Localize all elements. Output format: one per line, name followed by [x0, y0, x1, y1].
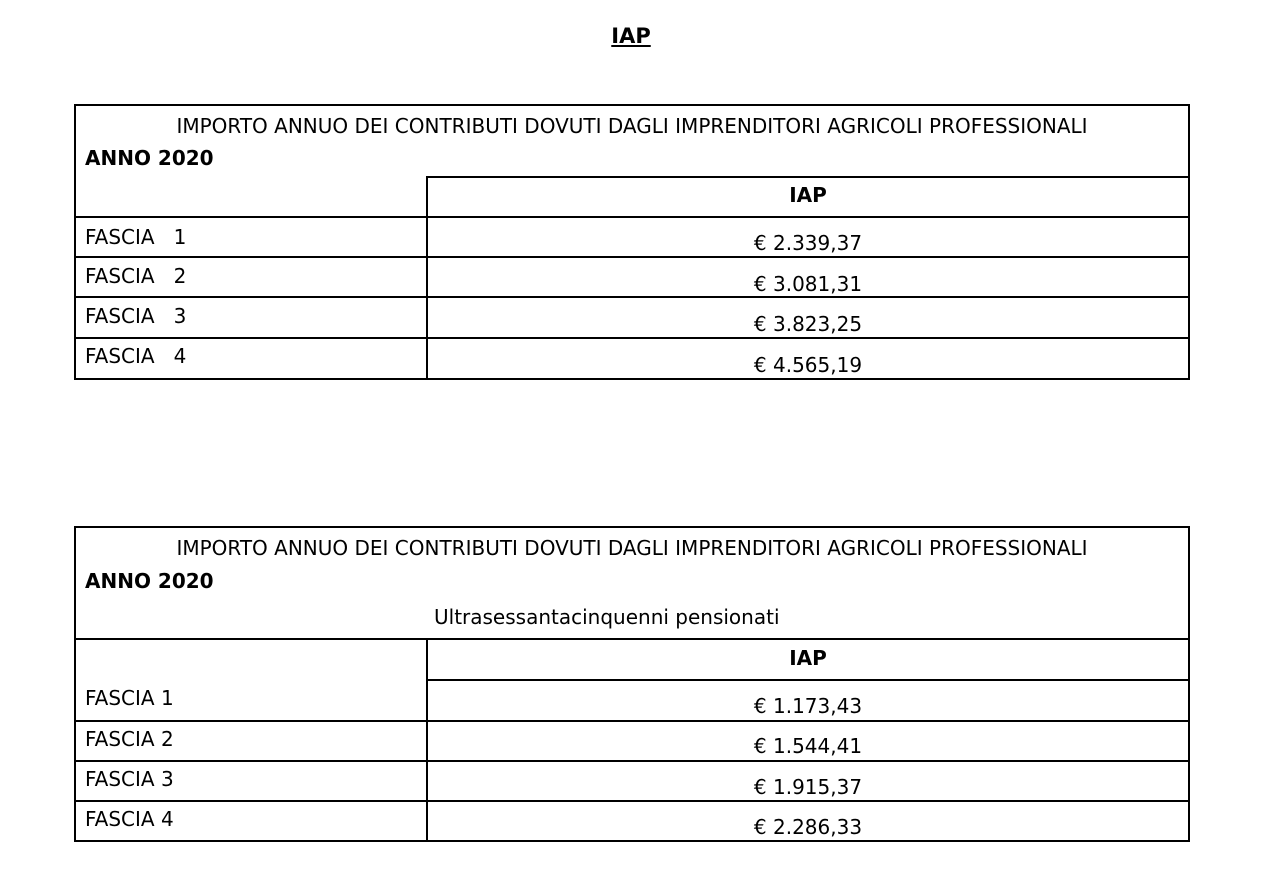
fascia-amount: € 1.173,43	[753, 694, 863, 718]
column-header-iap: IAP	[789, 183, 827, 207]
fascia-amount: € 1.915,37	[753, 775, 863, 799]
contributions-table-standard	[74, 104, 1190, 380]
table-year: ANNO 2020	[85, 146, 214, 170]
row-divider	[76, 256, 1188, 258]
row-divider	[76, 800, 1188, 802]
fascia-label: FASCIA 2	[85, 727, 174, 751]
row-divider	[76, 337, 1188, 339]
fascia-label: FASCIA 4	[85, 344, 187, 368]
fascia-amount: € 4.565,19	[753, 353, 863, 377]
table-year: ANNO 2020	[85, 569, 214, 593]
fascia-amount: € 1.544,41	[753, 734, 863, 758]
column-header-iap: IAP	[789, 646, 827, 670]
fascia-label: FASCIA 3	[85, 767, 174, 791]
fascia-label: FASCIA 2	[85, 264, 187, 288]
page-title: IAP	[611, 24, 651, 48]
fascia-label: FASCIA 1	[85, 686, 174, 710]
fascia-label: FASCIA 4	[85, 807, 174, 831]
fascia-label: FASCIA 3	[85, 304, 187, 328]
header-divider	[426, 176, 1188, 178]
row-divider	[76, 760, 1188, 762]
header-divider	[76, 638, 1188, 640]
table-heading: IMPORTO ANNUO DEI CONTRIBUTI DOVUTI DAGLI IMPRENDITORI AGRICOLI PROFESSIONALI	[176, 536, 1088, 560]
fascia-amount: € 2.286,33	[753, 815, 863, 839]
fascia-amount: € 2.339,37	[753, 231, 863, 255]
table-heading: IMPORTO ANNUO DEI CONTRIBUTI DOVUTI DAGLI IMPRENDITORI AGRICOLI PROFESSIONALI	[176, 114, 1088, 138]
fascia-amount: € 3.081,31	[753, 272, 863, 296]
table-subtitle: Ultrasessantacinquenni pensionati	[434, 605, 780, 629]
fascia-label: FASCIA 1	[85, 225, 187, 249]
row-divider	[76, 216, 1188, 218]
row-divider	[76, 720, 1188, 722]
row-divider	[76, 296, 1188, 298]
contributions-table-pensioners	[74, 526, 1190, 842]
row-divider	[426, 679, 1188, 681]
fascia-amount: € 3.823,25	[753, 312, 863, 336]
